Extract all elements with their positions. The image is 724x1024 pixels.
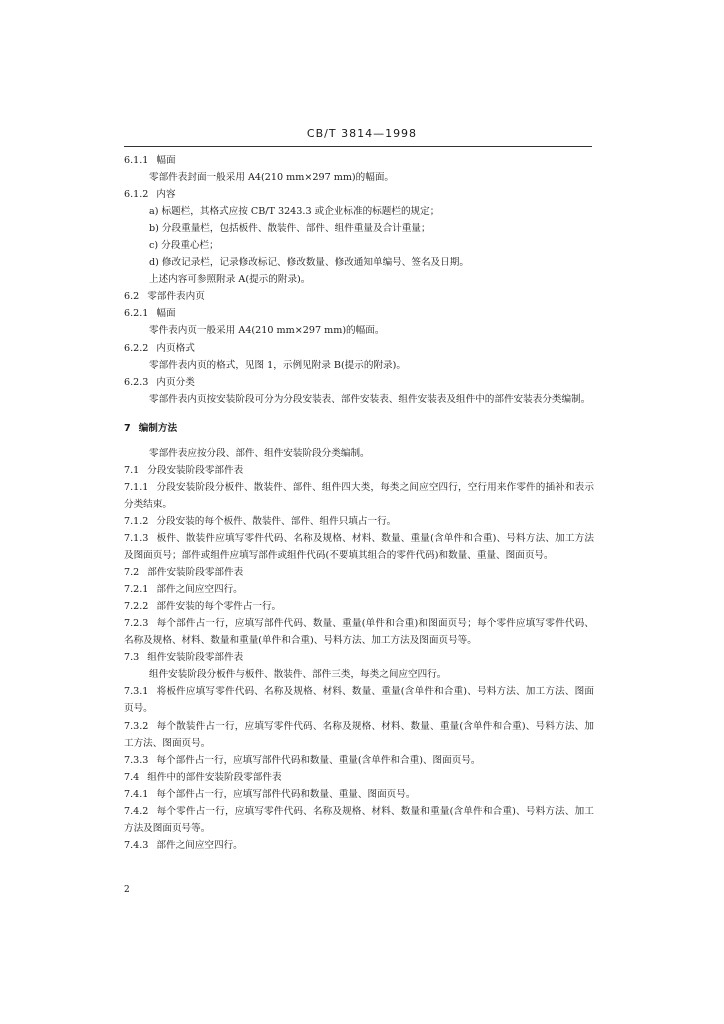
paragraph-line: a) 标题栏，其格式应按 CB/T 3243.3 或企业标准的标题栏的规定； bbox=[149, 206, 440, 218]
clause-number: 7 bbox=[124, 422, 131, 434]
clause-number: 7.2.1 bbox=[124, 584, 149, 596]
clause-line bbox=[124, 530, 594, 564]
clause-line bbox=[124, 786, 594, 803]
clause-number: 6.2.3 bbox=[124, 376, 149, 388]
header-rule bbox=[124, 146, 592, 147]
clause-number: 7.1.2 bbox=[124, 515, 149, 527]
clause-line bbox=[124, 649, 594, 666]
clause-number: 6.2.2 bbox=[124, 342, 149, 354]
clause-text: 部件安装的每个零件占一行。 bbox=[156, 601, 282, 613]
clause-text: 部件之间应空四行。 bbox=[156, 839, 243, 851]
clause-text: 部件安装阶段零部件表 bbox=[147, 567, 244, 579]
clause-number: 7.4.2 bbox=[124, 805, 149, 817]
clause-number: 7.3.1 bbox=[124, 686, 149, 698]
clause-text: 幅面 bbox=[156, 155, 176, 166]
clause-number: 7.4 bbox=[124, 771, 140, 783]
clause-text: 将板件应填写零件代码、名称及规格、材料、数量、重量(含单件和合重)、号料方法、加工方法、图面页号。 bbox=[124, 686, 594, 715]
paragraph-line: 零部件表应按分段、部件、组件安装阶段分类编制。 bbox=[149, 447, 370, 459]
clause-number: 7.2.3 bbox=[124, 618, 149, 630]
clause-number: 7.1.3 bbox=[124, 532, 149, 544]
clause-text: 每个部件占一行，应填写部件代码、数量、重量(单件和合重)和图面页号；每个零件应填写零件代码、名称及规格、材料、数量和重量(单件和合重)、号料方法、加工方法及图面页号等。 bbox=[124, 618, 594, 647]
paragraph-line: b) 分段重量栏，包括板件、散装件、部件、组件重量及合计重量； bbox=[149, 223, 431, 235]
clause-line bbox=[124, 305, 594, 322]
paragraph-line: 零部件表内页的格式，见图 1，示例见附录 B(提示的附录)。 bbox=[149, 359, 406, 371]
clause-number: 7.4.1 bbox=[124, 788, 149, 800]
clause-number: 7.2.2 bbox=[124, 601, 149, 613]
clause-line bbox=[124, 288, 594, 305]
clause-text: 内容 bbox=[156, 189, 176, 201]
page-number: 2 bbox=[124, 885, 130, 895]
clause-line bbox=[124, 837, 594, 854]
clause-text: 部件之间应空四行。 bbox=[156, 584, 243, 596]
paragraph-line: 零部件表内页按安装阶段可分为分段安装表、部件安装表、组件安装表及组件中的部件安装表分类编制。 bbox=[149, 393, 591, 405]
clause-text: 每个散装件占一行，应填写零件代码、名称及规格、材料、数量、重量(含单件和合重)、号料方法、加工方法、图面页号。 bbox=[124, 720, 594, 749]
clause-line bbox=[124, 803, 594, 837]
paragraph-line: d) 修改记录栏，记录修改标记、修改数量、修改通知单编号、签名及日期。 bbox=[149, 257, 469, 269]
clause-number: 7.4.3 bbox=[124, 839, 149, 851]
clause-line bbox=[124, 615, 594, 649]
paragraph-line: c) 分段重心栏； bbox=[149, 240, 219, 252]
document-header-code: CB/T 3814—1998 bbox=[306, 127, 418, 140]
paragraph-line: 组件安装阶段分板件与板件、散装件、部件三类，每类之间应空四行。 bbox=[149, 669, 447, 681]
clause-text: 分段安装阶段零部件表 bbox=[147, 464, 244, 476]
clause-line bbox=[124, 513, 594, 530]
clause-line bbox=[124, 581, 594, 598]
paragraph-line: 零部件表封面一般采用 A4(210 mm×297 mm)的幅面。 bbox=[149, 172, 395, 184]
clause-text: 组件中的部件安装阶段零部件表 bbox=[147, 771, 282, 783]
document-body bbox=[124, 152, 594, 854]
clause-line bbox=[124, 479, 594, 513]
clause-line bbox=[124, 564, 594, 581]
clause-line bbox=[124, 186, 594, 203]
clause-number: 7.1.1 bbox=[124, 481, 149, 493]
clause-line bbox=[124, 598, 594, 615]
section-heading bbox=[124, 420, 594, 437]
clause-number: 7.2 bbox=[124, 567, 140, 579]
clause-text: 组件安装阶段零部件表 bbox=[147, 652, 244, 664]
clause-number: 7.1 bbox=[124, 464, 140, 476]
clause-number: 7.3 bbox=[124, 652, 140, 664]
clause-line bbox=[124, 718, 594, 752]
clause-number: 7.3.3 bbox=[124, 754, 149, 766]
clause-number: 6.2 bbox=[124, 291, 140, 303]
clause-number: 7.3.2 bbox=[124, 720, 149, 732]
paragraph-line: 零件表内页一般采用 A4(210 mm×297 mm)的幅面。 bbox=[149, 325, 385, 337]
clause-line bbox=[124, 683, 594, 717]
clause-text: 每个部件占一行，应填写部件代码和数量、重量(含单件和合重)、图面页号。 bbox=[156, 754, 481, 766]
clause-text: 幅面 bbox=[156, 308, 176, 320]
clause-text: 板件、散装件应填写零件代码、名称及规格、材料、数量、重量(含单件和合重)、号料方法、加工方法及图面页号；部件或组件应填写部件或组件代码(不要填其组合的零件代码)和数量、重量、图面页号。 bbox=[124, 532, 594, 562]
clause-text: 分段安装的每个板件、散装件、部件、组件只填占一行。 bbox=[156, 515, 397, 527]
clause-line bbox=[124, 374, 594, 391]
clause-line bbox=[124, 340, 594, 357]
clause-number: 6.1.2 bbox=[124, 189, 149, 201]
clause-text: 分段安装阶段分板件、散装件、部件、组件四大类，每类之间应空四行，空行用来作零件的插补和表示分类结束。 bbox=[124, 481, 594, 510]
paragraph-line: 上述内容可参照附录 A(提示的附录)。 bbox=[149, 274, 311, 286]
clause-line bbox=[124, 462, 594, 479]
clause-text: 内页分类 bbox=[156, 376, 195, 388]
clause-line bbox=[124, 152, 594, 169]
clause-number: 6.2.1 bbox=[124, 308, 149, 320]
clause-text: 每个零件占一行，应填写零件代码、名称及规格、材料、数量和重量(含单件和合重)、号料方法、加工方法及图面页号等。 bbox=[124, 805, 595, 834]
clause-text: 编制方法 bbox=[138, 422, 178, 434]
clause-text: 零部件表内页 bbox=[147, 291, 205, 303]
clause-line bbox=[124, 752, 594, 769]
clause-number: 6.1.1 bbox=[124, 155, 149, 166]
clause-text: 每个部件占一行，应填写部件代码和数量、重量、图面页号。 bbox=[156, 788, 416, 800]
clause-line bbox=[124, 769, 594, 786]
clause-text: 内页格式 bbox=[156, 342, 195, 354]
